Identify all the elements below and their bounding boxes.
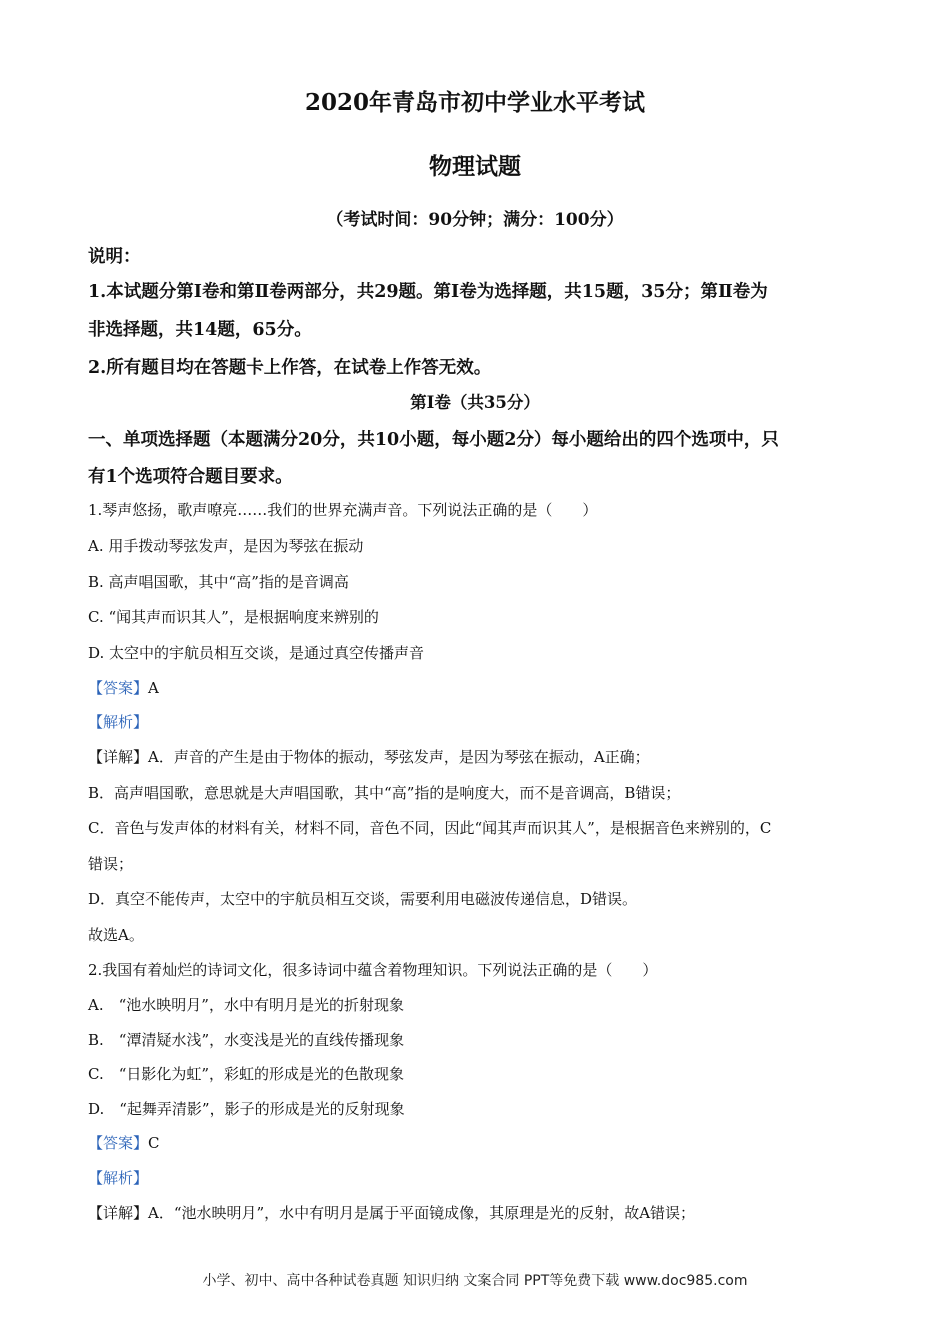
q2-option-c: C. “日影化为虹”，彩虹的形成是光的色散现象	[88, 1065, 405, 1083]
analysis-tag: 【解析】	[88, 1169, 149, 1187]
q1-option-b: B. 高声唱国歌，其中“高”指的是音调高	[88, 573, 349, 591]
q1-stem: 1.琴声悠扬，歌声嘹亮……我们的世界充满声音。下列说法正确的是（ ）	[88, 501, 598, 519]
instruction-2: 2.所有题目均在答题卡上作答，在试卷上作答无效。	[88, 358, 492, 378]
q1-detail-line: D．真空不能传声，太空中的宇航员相互交谈，需要利用电磁波传递信息，D错误。	[88, 890, 638, 908]
answer-value: C	[148, 1134, 160, 1152]
q1-detail-line: C．音色与发声体的材料有关，材料不同，音色不同，因此“闻其声而识其人”，是根据音色来辨别的，C	[88, 819, 772, 837]
detail-text: A．“池水映明月”，水中有明月是属于平面镜成像，其原理是光的反射，故A错误；	[148, 1204, 696, 1222]
instructions-label: 说明：	[88, 247, 141, 267]
q1-option-c: C. “闻其声而识其人”，是根据响度来辨别的	[88, 608, 379, 626]
exam-info: （考试时间：90分钟；满分：100分）	[326, 210, 624, 230]
instruction-1-line-2: 非选择题，共14题，65分。	[88, 320, 312, 340]
detail-text: A．声音的产生是由于物体的振动，琴弦发声，是因为琴弦在振动，A正确；	[148, 748, 650, 766]
q1-detail-line: 错误；	[88, 855, 134, 873]
detail-tag: 【详解】	[88, 1204, 149, 1222]
exam-title: 2020年青岛市初中学业水平考试	[304, 89, 645, 116]
q1-analysis	[88, 711, 878, 732]
q1-option-a: A. 用手拨动琴弦发声，是因为琴弦在振动	[88, 537, 364, 555]
q2-option-b: B. “潭清疑水浅”，水变浅是光的直线传播现象	[88, 1031, 405, 1049]
answer-tag: 【答案】	[88, 679, 149, 697]
q1-option-d: D. 太空中的宇航员相互交谈，是通过真空传播声音	[88, 644, 425, 662]
q1-answer	[88, 677, 878, 698]
page-footer: 小学、初中、高中各种试卷真题 知识归纳 文案合同 PPT等免费下载 www.doc985.com	[202, 1273, 748, 1289]
answer-value: A	[148, 679, 159, 697]
q2-answer	[88, 1132, 878, 1153]
q2-option-d: D. “起舞弄清影”，影子的形成是光的反射现象	[88, 1100, 405, 1118]
q1-detail-line: B．高声唱国歌，意思就是大声唱国歌，其中“高”指的是响度大，而不是音调高，B错误；	[88, 784, 681, 802]
analysis-tag: 【解析】	[88, 713, 149, 731]
part-heading-line-2: 有1个选项符合题目要求。	[88, 467, 293, 487]
q2-analysis	[88, 1167, 878, 1188]
q2-stem: 2.我国有着灿烂的诗词文化，很多诗词中蕴含着物理知识。下列说法正确的是（ ）	[88, 961, 658, 979]
instruction-1-line-1: 1.本试题分第Ⅰ卷和第Ⅱ卷两部分，共29题。第Ⅰ卷为选择题，共15题，35分；第Ⅱ卷为	[88, 282, 768, 302]
q1-detail-line	[88, 746, 878, 767]
answer-tag: 【答案】	[88, 1134, 149, 1152]
q1-detail-line: 故选A。	[88, 926, 144, 944]
exam-subtitle: 物理试题	[429, 153, 521, 180]
detail-tag: 【详解】	[88, 748, 149, 766]
q2-detail-line	[88, 1202, 878, 1223]
part-heading-line-1: 一、单项选择题（本题满分20分，共10小题，每小题2分）每小题给出的四个选项中，只	[88, 430, 779, 450]
volume-heading: 第Ⅰ卷（共35分）	[410, 393, 540, 412]
q2-option-a: A. “池水映明月”，水中有明月是光的折射现象	[88, 996, 404, 1014]
